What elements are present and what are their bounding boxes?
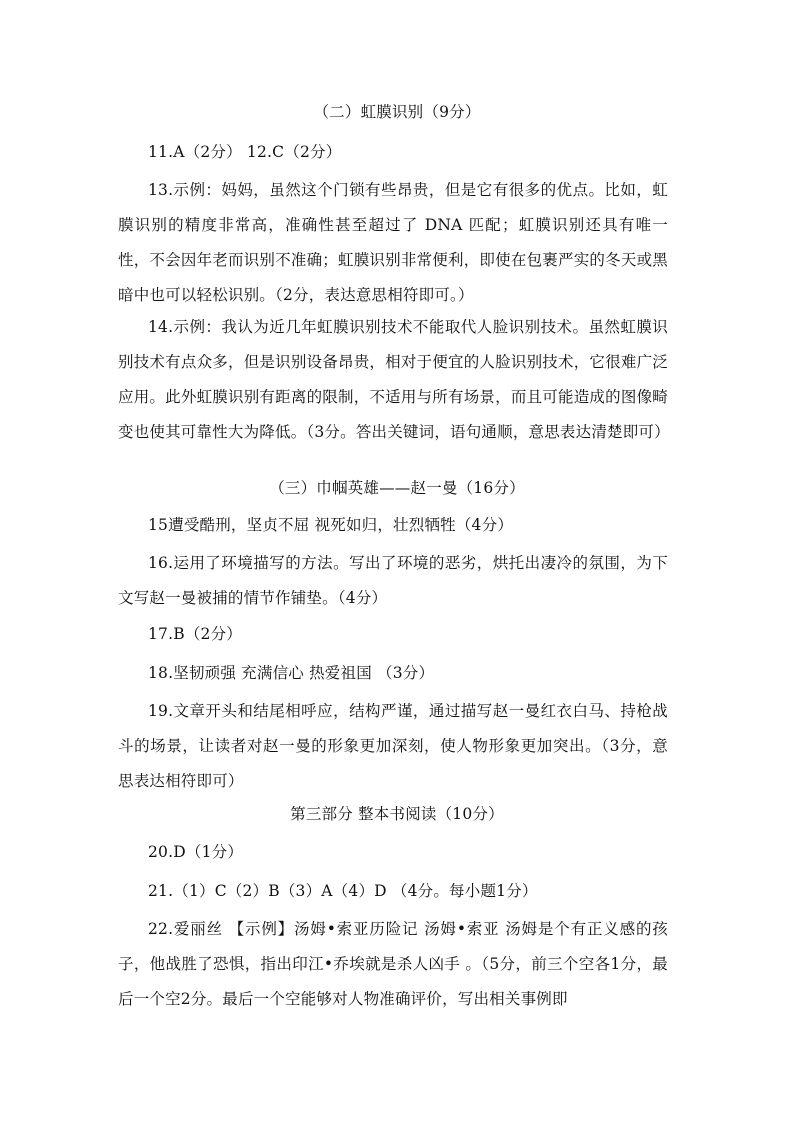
answer-22 (118, 912, 668, 1017)
answer-16-text: 16.运用了环境描写的方法。写出了环境的恶劣，烘托出凄冷的氛围，为下文写赵一曼被捕的情节作铺垫。（4分） (118, 554, 668, 607)
answer-13 (118, 173, 668, 313)
answer-11-12: 11.A（2分） 12.C（2分） (148, 143, 342, 161)
section-heading-iris: （二）虹膜识别（9分） (313, 103, 481, 121)
answer-18: 18.坚韧顽强 充满信心 热爱祖国 （3分） (148, 664, 435, 682)
part3-heading: 第三部分 整本书阅读（10分） (290, 805, 504, 823)
answer-21: 21.（1）C（2）B（3）A（4）D （4分。每小题1分） (148, 882, 538, 900)
section-heading-zhao: （三）巾帼英雄——赵一曼（16分） (269, 479, 525, 497)
answer-20: 20.D（1分） (148, 843, 244, 861)
answer-16 (118, 546, 668, 616)
answer-15: 15遭受酷刑，坚贞不屈 视死如归，壮烈牺牲（4分） (148, 516, 514, 534)
answer-13-text: 13.示例：妈妈，虽然这个门锁有些昂贵，但是它有很多的优点。比如，虹膜识别的精度非常高，准确性甚至超过了 DNA 匹配；虹膜识别还具有唯一性，不会因年老而识别不准确；虹膜识别非常便利，即使在包裹严实的冬天或黑暗中也可以轻松识别。（2分，表达意思相符即可。） (118, 181, 668, 304)
answer-14-text: 14.示例：我认为近几年虹膜识别技术不能取代人脸识别技术。虽然虹膜识别技术有点众多，但是识别设备昂贵，相对于便宜的人脸识别技术，它很难广泛应用。此外虹膜识别有距离的限制，不适用与所有场景，而且可能造成的图像畸变也使其可靠性大为降低。（3分。答出关键词，语句通顺，意思表达清楚即可） (118, 318, 670, 441)
answer-19 (118, 694, 668, 799)
answer-17: 17.B（2分） (148, 625, 243, 643)
answer-22-text: 22.爱丽丝 【示例】汤姆•索亚历险记 汤姆•索亚 汤姆是个有正义感的孩子，他战胜了恐惧，指出印江•乔埃就是杀人凶手 。（5分，前三个空各1分，最后一个空2分。最后一个空能够对人物准确评价，写出相关事例即 (118, 920, 668, 1008)
answer-19-text: 19.文章开头和结尾相呼应，结构严谨，通过描写赵一曼红衣白马、持枪战斗的场景，让读者对赵一曼的形象更加深刻，使人物形象更加突出。（3分，意思表达相符即可） (118, 702, 668, 790)
answer-14 (118, 310, 668, 450)
